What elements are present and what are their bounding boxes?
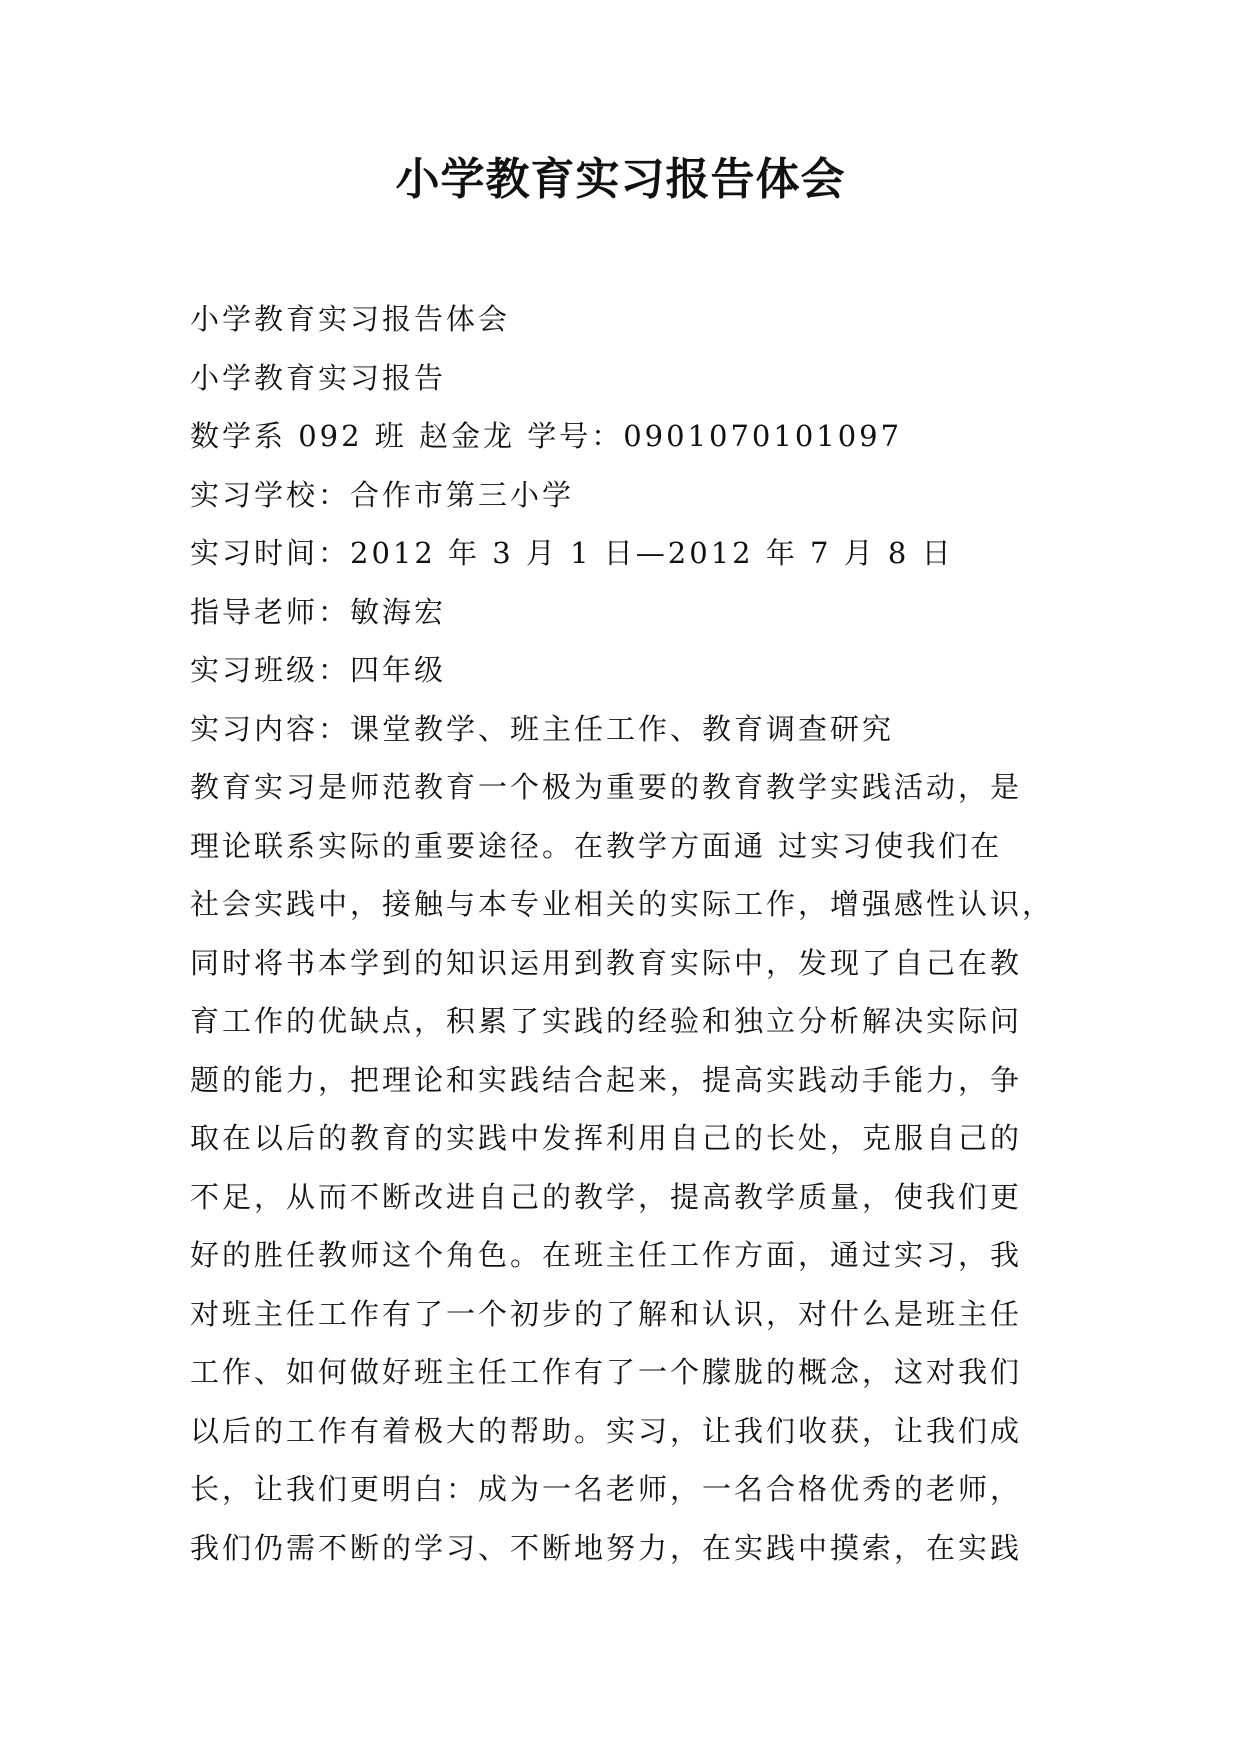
body-line: 工作、如何做好班主任工作有了一个朦胧的概念，这对我们: [190, 1355, 1023, 1389]
body-line: 同时将书本学到的知识运用到教育实际中，发现了自己在教: [190, 945, 1023, 980]
body-line: 理论联系实际的重要途径。在教学方面通 过实习使我们在: [190, 828, 1003, 863]
body-line: 教育实习是师范教育一个极为重要的教育教学实践活动，是: [190, 770, 1023, 804]
body-line: 我们仍需不断的学习、不断地努力，在实践中摸索，在实践: [190, 1530, 1023, 1565]
body-line: 以后的工作有着极大的帮助。实习，让我们收获，让我们成: [190, 1413, 1023, 1448]
body-line: 好的胜任教师这个角色。在班主任工作方面，通过实习，我: [190, 1238, 1023, 1272]
header-line-content: 实习内容：课堂教学、班主任工作、教育调查研究: [190, 711, 895, 746]
body-line: 不足，从而不断改进自己的教学，提高教学质量，使我们更: [190, 1179, 1023, 1214]
document-content: [190, 290, 1060, 1577]
body-line: 取在以后的教育的实践中发挥利用自己的长处，克服自己的: [190, 1121, 1023, 1155]
body-line: 育工作的优缺点，积累了实践的经验和独立分析解决实际问: [190, 1004, 1023, 1038]
header-line-period: 实习时间：2012 年 3 月 1 日—2012 年 7 月 8 日: [190, 536, 954, 570]
document-title: 小学教育实习报告体会: [395, 154, 846, 205]
body-line: 社会实践中，接触与本专业相关的实际工作，增强感性认识，: [190, 887, 1055, 921]
header-line-report: 小学教育实习报告: [190, 360, 447, 395]
header-line-school: 实习学校：合作市第三小学: [190, 477, 575, 512]
body-line: 对班主任工作有了一个初步的了解和认识，对什么是班主任: [190, 1296, 1023, 1331]
header-line-class: 实习班级：四年级: [190, 653, 447, 687]
header-line-title: 小学教育实习报告体会: [190, 302, 511, 336]
header-line-student: 数学系 092 班 赵金龙 学号：0901070101097: [190, 419, 903, 453]
body-line: 长，让我们更明白：成为一名老师，一名合格优秀的老师，: [190, 1472, 1023, 1506]
body-line: 题的能力，把理论和实践结合起来，提高实践动手能力，争: [190, 1062, 1023, 1097]
header-line-advisor: 指导老师：敏海宏: [190, 594, 447, 629]
